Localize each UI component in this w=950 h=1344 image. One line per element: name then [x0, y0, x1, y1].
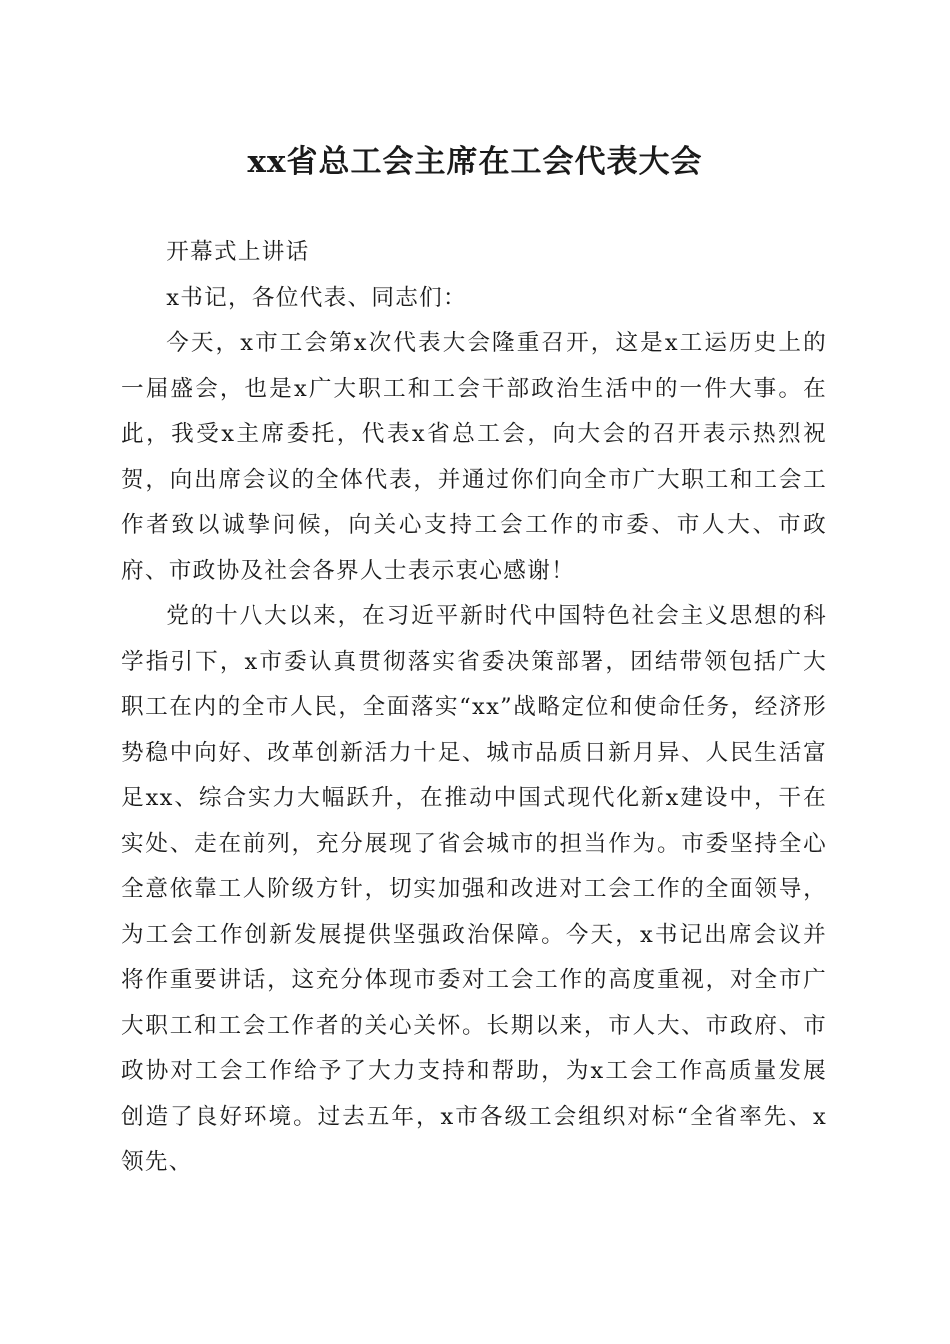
document-title: xx省总工会主席在工会代表大会 — [247, 144, 703, 180]
document-body — [121, 230, 827, 1186]
body-paragraph: 今天，x市工会第x次代表大会隆重召开，这是x工运历史上的一届盛会，也是x广大职工和工会干部政治生活中的一件大事。在此，我受x主席委托，代表x省总工会，向大会的召开表示热烈祝贺，向出席会议的全体代表，并通过你们向全市广大职工和工会工作者致以诚挚问候，向关心支持工会工作的市委、市人大、市政府、市政协及社会各界人士表示衷心感谢！ — [121, 330, 827, 584]
subtitle-line: 开幕式上讲话 — [166, 239, 310, 265]
body-paragraph: 党的十八大以来，在习近平新时代中国特色社会主义思想的科学指引下，x市委认真贯彻落实省委决策部署，团结带领包括广大职工在内的全市人民，全面落实“xx”战略定位和使命任务，经济形势稳中向好、改革创新活力十足、城市品质日新月异、人民生活富足xx、综合实力大幅跃升，在推动中国式现代化新x建设中，干在实处、走在前列，充分展现了省会城市的担当作为。市委坚持全心全意依靠工人阶级方针，切实加强和改进对工会工作的全面领导，为工会工作创新发展提供坚强政治保障。今天，x书记出席会议并将作重要讲话，这充分体现市委对工会工作的高度重视，对全市广大职工和工会工作者的关心关怀。长期以来，市人大、市政府、市政协对工会工作给予了大力支持和帮助，为x工会工作高质量发展创造了良好环境。过去五年，x市各级工会组织对标“全省率先、x领先、 — [121, 603, 827, 1175]
salutation-paragraph: x书记，各位代表、同志们： — [166, 284, 467, 311]
